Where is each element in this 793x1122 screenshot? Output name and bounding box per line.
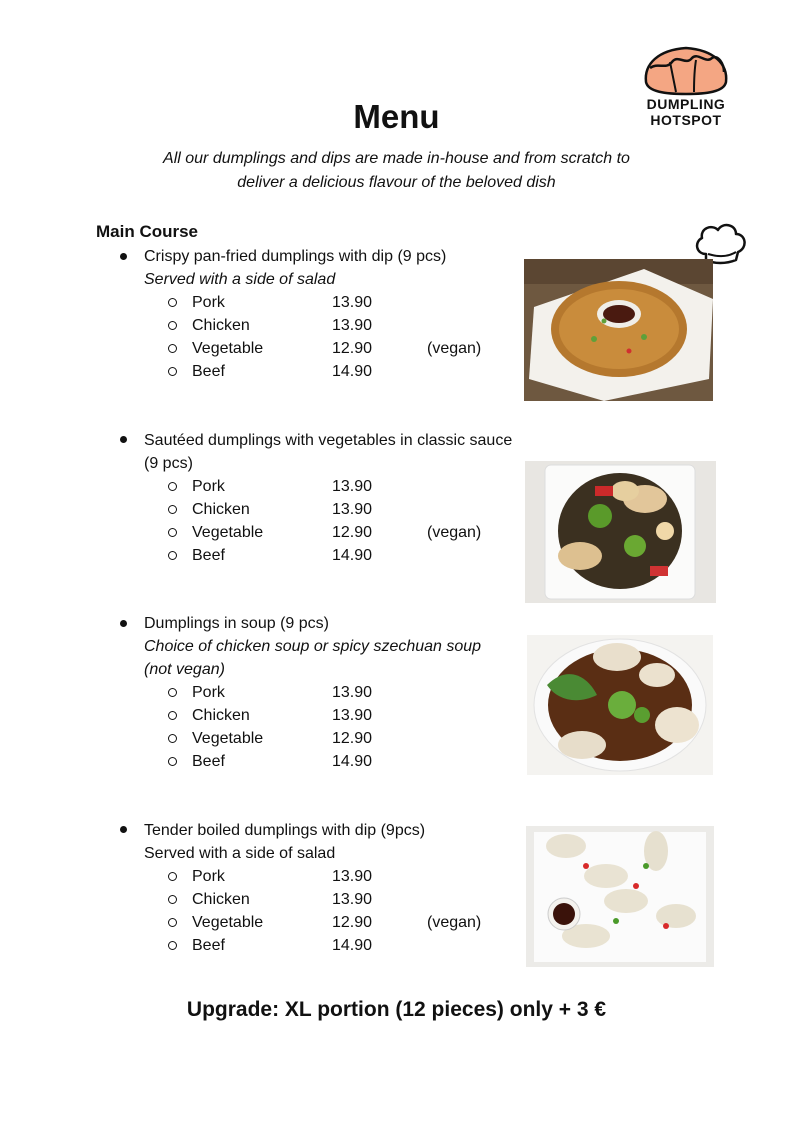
circle-bullet-icon bbox=[168, 551, 177, 560]
sauteed-dumplings-photo bbox=[525, 461, 716, 603]
page-title: Menu bbox=[353, 98, 440, 135]
option-price: 14.90 bbox=[332, 753, 373, 770]
item-2-note: (9 pcs) bbox=[144, 455, 193, 472]
circle-bullet-icon bbox=[168, 941, 177, 950]
option-name: Beef bbox=[192, 363, 225, 380]
bullet-icon bbox=[120, 826, 127, 833]
option-vegan-tag: (vegan) bbox=[427, 914, 482, 931]
subtitle-line1: All our dumplings and dips are made in-house and from scratch to bbox=[163, 150, 630, 167]
option-name: Chicken bbox=[192, 707, 250, 724]
option-name: Vegetable bbox=[192, 914, 264, 931]
circle-bullet-icon bbox=[168, 482, 177, 491]
circle-bullet-icon bbox=[168, 528, 177, 537]
circle-bullet-icon bbox=[168, 367, 177, 376]
option-price: 12.90 bbox=[332, 914, 373, 931]
item-1-title: Crispy pan-fried dumplings with dip (9 pcs) bbox=[144, 248, 447, 265]
circle-bullet-icon bbox=[168, 757, 177, 766]
option-name: Chicken bbox=[192, 891, 250, 908]
option-name: Chicken bbox=[192, 317, 250, 334]
option-name: Chicken bbox=[192, 501, 250, 518]
dumpling-logo-icon bbox=[636, 42, 736, 98]
option-name: Beef bbox=[192, 753, 225, 770]
circle-bullet-icon bbox=[168, 734, 177, 743]
option-price: 13.90 bbox=[332, 891, 373, 908]
circle-bullet-icon bbox=[168, 918, 177, 927]
option-name: Pork bbox=[192, 478, 225, 495]
circle-bullet-icon bbox=[168, 711, 177, 720]
option-name: Vegetable bbox=[192, 340, 264, 357]
option-name: Vegetable bbox=[192, 730, 264, 747]
boiled-dumplings-photo bbox=[526, 826, 714, 967]
upgrade-note: Upgrade: XL portion (12 pieces) only + 3 € bbox=[186, 998, 607, 1021]
subtitle bbox=[120, 147, 673, 195]
option-price: 12.90 bbox=[332, 730, 373, 747]
pan-fried-dumplings-photo bbox=[524, 259, 713, 401]
option-price: 13.90 bbox=[332, 478, 373, 495]
option-name: Vegetable bbox=[192, 524, 264, 541]
option-vegan-tag: (vegan) bbox=[427, 340, 482, 357]
circle-bullet-icon bbox=[168, 872, 177, 881]
logo-line2: HOTSPOT bbox=[650, 112, 722, 128]
option-price: 13.90 bbox=[332, 294, 373, 311]
option-price: 13.90 bbox=[332, 868, 373, 885]
option-name: Beef bbox=[192, 547, 225, 564]
option-price: 13.90 bbox=[332, 501, 373, 518]
item-3-note: Choice of chicken soup or spicy szechuan soup bbox=[144, 638, 482, 655]
subtitle-line2: deliver a delicious flavour of the beloved dish bbox=[237, 174, 556, 191]
option-price: 13.90 bbox=[332, 317, 373, 334]
item-2-title: Sautéed dumplings with vegetables in classic sauce bbox=[144, 432, 513, 449]
bullet-icon bbox=[120, 620, 127, 627]
dumplings-in-soup-photo bbox=[527, 635, 713, 775]
option-vegan-tag: (vegan) bbox=[427, 524, 482, 541]
circle-bullet-icon bbox=[168, 688, 177, 697]
option-name: Pork bbox=[192, 684, 225, 701]
option-price: 12.90 bbox=[332, 340, 373, 357]
bullet-icon bbox=[120, 253, 127, 260]
circle-bullet-icon bbox=[168, 344, 177, 353]
item-1-note: Served with a side of salad bbox=[144, 271, 336, 288]
option-price: 14.90 bbox=[332, 547, 373, 564]
option-price: 13.90 bbox=[332, 684, 373, 701]
item-3-note-2: (not vegan) bbox=[144, 661, 225, 678]
option-price: 13.90 bbox=[332, 707, 373, 724]
option-price: 14.90 bbox=[332, 937, 373, 954]
option-name: Pork bbox=[192, 294, 225, 311]
circle-bullet-icon bbox=[168, 298, 177, 307]
circle-bullet-icon bbox=[168, 321, 177, 330]
circle-bullet-icon bbox=[168, 505, 177, 514]
logo-line1: DUMPLING bbox=[646, 96, 726, 112]
circle-bullet-icon bbox=[168, 895, 177, 904]
bullet-icon bbox=[120, 436, 127, 443]
option-price: 14.90 bbox=[332, 363, 373, 380]
item-4-title: Tender boiled dumplings with dip (9pcs) bbox=[144, 822, 426, 839]
section-heading: Main Course bbox=[96, 222, 199, 241]
item-3-title: Dumplings in soup (9 pcs) bbox=[144, 615, 329, 632]
option-price: 12.90 bbox=[332, 524, 373, 541]
option-name: Pork bbox=[192, 868, 225, 885]
option-name: Beef bbox=[192, 937, 225, 954]
item-4-note: Served with a side of salad bbox=[144, 845, 336, 862]
